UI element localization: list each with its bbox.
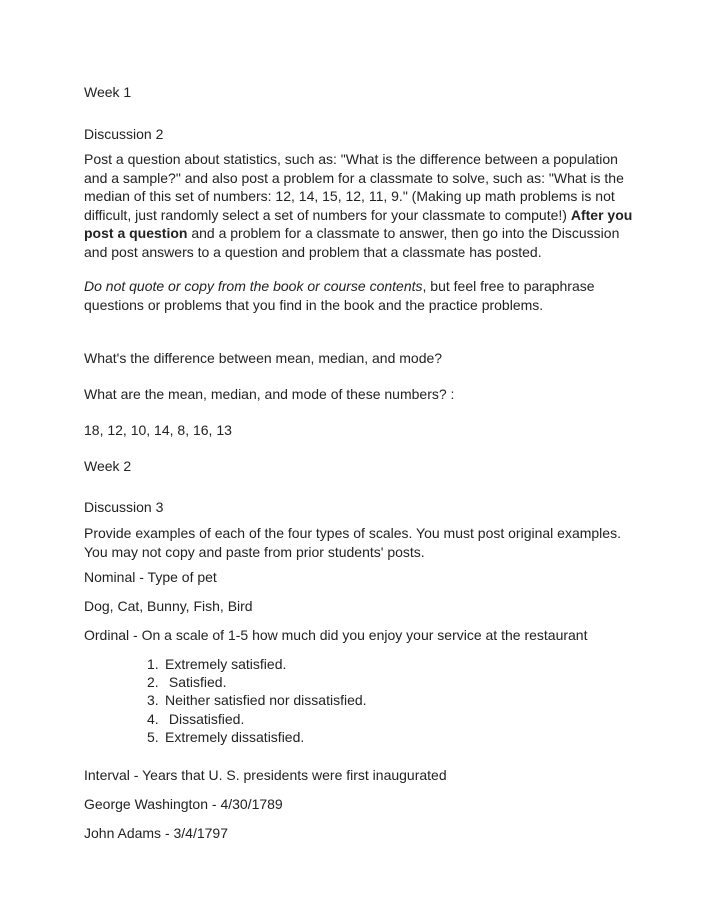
interval-heading: Interval - Years that U. S. presidents were first inaugurated xyxy=(84,767,447,783)
list-text: Extremely satisfied. xyxy=(165,656,287,672)
list-number: 5. xyxy=(147,729,159,745)
week2-heading: Week 2 xyxy=(84,458,132,474)
discussion3-body: Provide examples of each of the four types of scales. You must post original examples. You may not copy and paste from prior students' posts. xyxy=(84,525,621,560)
ordinal-heading: Ordinal - On a scale of 1-5 how much did you enjoy your service at the restaurant xyxy=(84,627,588,643)
question-compute: What are the mean, median, and mode of these numbers? : xyxy=(84,386,455,402)
ordinal-list-item xyxy=(147,710,244,728)
list-number: 1. xyxy=(147,656,159,672)
interval-entry: John Adams - 3/4/1797 xyxy=(84,825,228,841)
list-text: Dissatisfied. xyxy=(165,711,245,727)
list-number: 3. xyxy=(147,692,159,708)
discussion2-body xyxy=(84,150,644,261)
discussion2-body-text: Post a question about statistics, such as: "What is the difference between a population and a sample?" and also post a problem for a classmate to solve, such as: "What is the median of this set of numbers: 12, 14, 15, 12, 11, 9." (Making up math problems is not difficult, just randomly select a set of numbers for your classmate to compute!) xyxy=(84,151,624,223)
list-text: Satisfied. xyxy=(165,674,227,690)
discussion2-title: Discussion 2 xyxy=(84,126,164,142)
nominal-examples: Dog, Cat, Bunny, Fish, Bird xyxy=(84,598,253,614)
discussion2-note-italic: Do not quote or copy from the book or course contents xyxy=(84,278,423,294)
discussion2-body-bold: After you post a question xyxy=(84,206,633,241)
list-number: 4. xyxy=(147,711,159,727)
discussion2-note-text: , but feel free to paraphrase questions or problems that you find in the book and the practice problems. xyxy=(84,278,595,313)
week1-heading: Week 1 xyxy=(84,84,132,100)
discussion2-body-text-2: and a problem for a classmate to answer, then go into the Discussion and post answers to a question and problem that a classmate has posted. xyxy=(84,225,620,260)
discussion2-note xyxy=(84,277,644,314)
list-text: Neither satisfied nor dissatisfied. xyxy=(165,692,367,708)
ordinal-list-item xyxy=(147,691,367,709)
list-number: 2. xyxy=(147,674,159,690)
number-set: 18, 12, 10, 14, 8, 16, 13 xyxy=(84,422,232,438)
interval-entry: George Washington - 4/30/1789 xyxy=(84,796,283,812)
ordinal-list-item xyxy=(147,728,304,746)
discussion3-title: Discussion 3 xyxy=(84,499,164,515)
ordinal-list-item xyxy=(147,655,286,673)
list-text: Extremely dissatisfied. xyxy=(165,729,305,745)
ordinal-list-item xyxy=(147,673,226,691)
question-mean-median-mode: What's the difference between mean, median, and mode? xyxy=(84,350,443,366)
nominal-heading: Nominal - Type of pet xyxy=(84,569,217,585)
